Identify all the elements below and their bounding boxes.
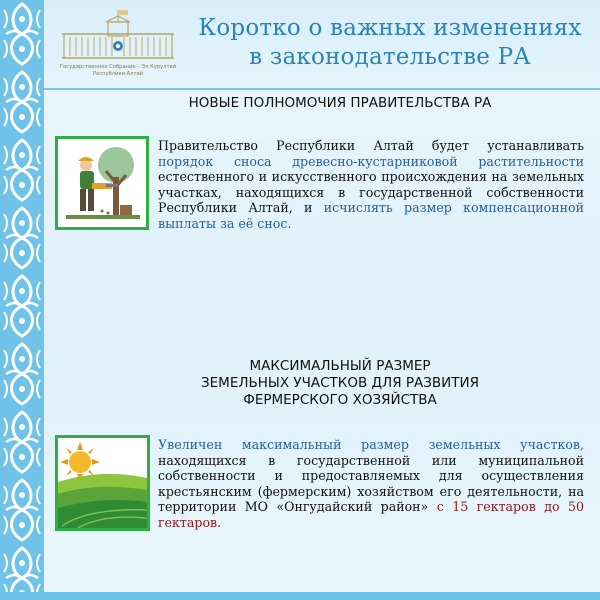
highlight-demolition-order: порядок сноса древесно-кустарниковой растительности: [158, 153, 584, 169]
section-paragraph-farm-land: [158, 437, 584, 530]
section-title-line-3: ФЕРМЕРСКОГО ХОЗЯЙСТВА: [243, 392, 437, 408]
section-title-farm-land: [150, 358, 530, 409]
paragraph-text: Правительство Республики Алтай будет устанавливать: [158, 138, 584, 153]
header-divider: [44, 88, 600, 90]
tree-cutting-icon: [58, 139, 146, 227]
farm-field-sun-icon: [58, 438, 147, 528]
left-ornament-border: [0, 0, 44, 600]
page-title-line-2: в законодательстве РА: [249, 44, 531, 70]
page-title: [184, 14, 596, 72]
section-paragraph-government-powers: [158, 138, 584, 231]
ornament-pattern-icon: [0, 0, 44, 600]
highlight-hectares: с 15 гектаров до 50 гектаров.: [158, 499, 584, 530]
logo-caption: Государственное Собрание – Эл Курултай Республики Алтай: [59, 64, 177, 77]
highlight-compensation: исчислять размер компенсационной выплаты за её снос.: [158, 200, 584, 231]
paragraph-text: естественного и искусственного происхождения на земельных участках, находящихся в государственной собственности Республики Алтай, и: [158, 169, 584, 215]
page-title-line-1: Коротко о важных изменениях: [198, 15, 582, 41]
bottom-border: [0, 592, 600, 600]
parliament-logo: [58, 8, 178, 84]
section-title-line-2: ЗЕМЕЛЬНЫХ УЧАСТКОВ ДЛЯ РАЗВИТИЯ: [200, 375, 479, 391]
highlight-increased-size: Увеличен максимальный размер земельных участков,: [158, 437, 584, 452]
parliament-building-icon: [58, 8, 178, 64]
section-icon-farm-field: [55, 435, 150, 531]
page-header: [44, 0, 600, 86]
section-title-government-powers: НОВЫЕ ПОЛНОМОЧИЯ ПРАВИТЕЛЬСТВА РА: [188, 95, 492, 111]
section-icon-tree-cutting: [55, 136, 149, 230]
section-title-line-1: МАКСИМАЛЬНЫЙ РАЗМЕР: [249, 358, 431, 374]
paragraph-text: находящихся в государственной или муниципальной собственности и предоставляемых для осуществления крестьянским (фермерским) хозяйством его деятельности, на территории МО «Онгудайский район»: [158, 452, 584, 514]
